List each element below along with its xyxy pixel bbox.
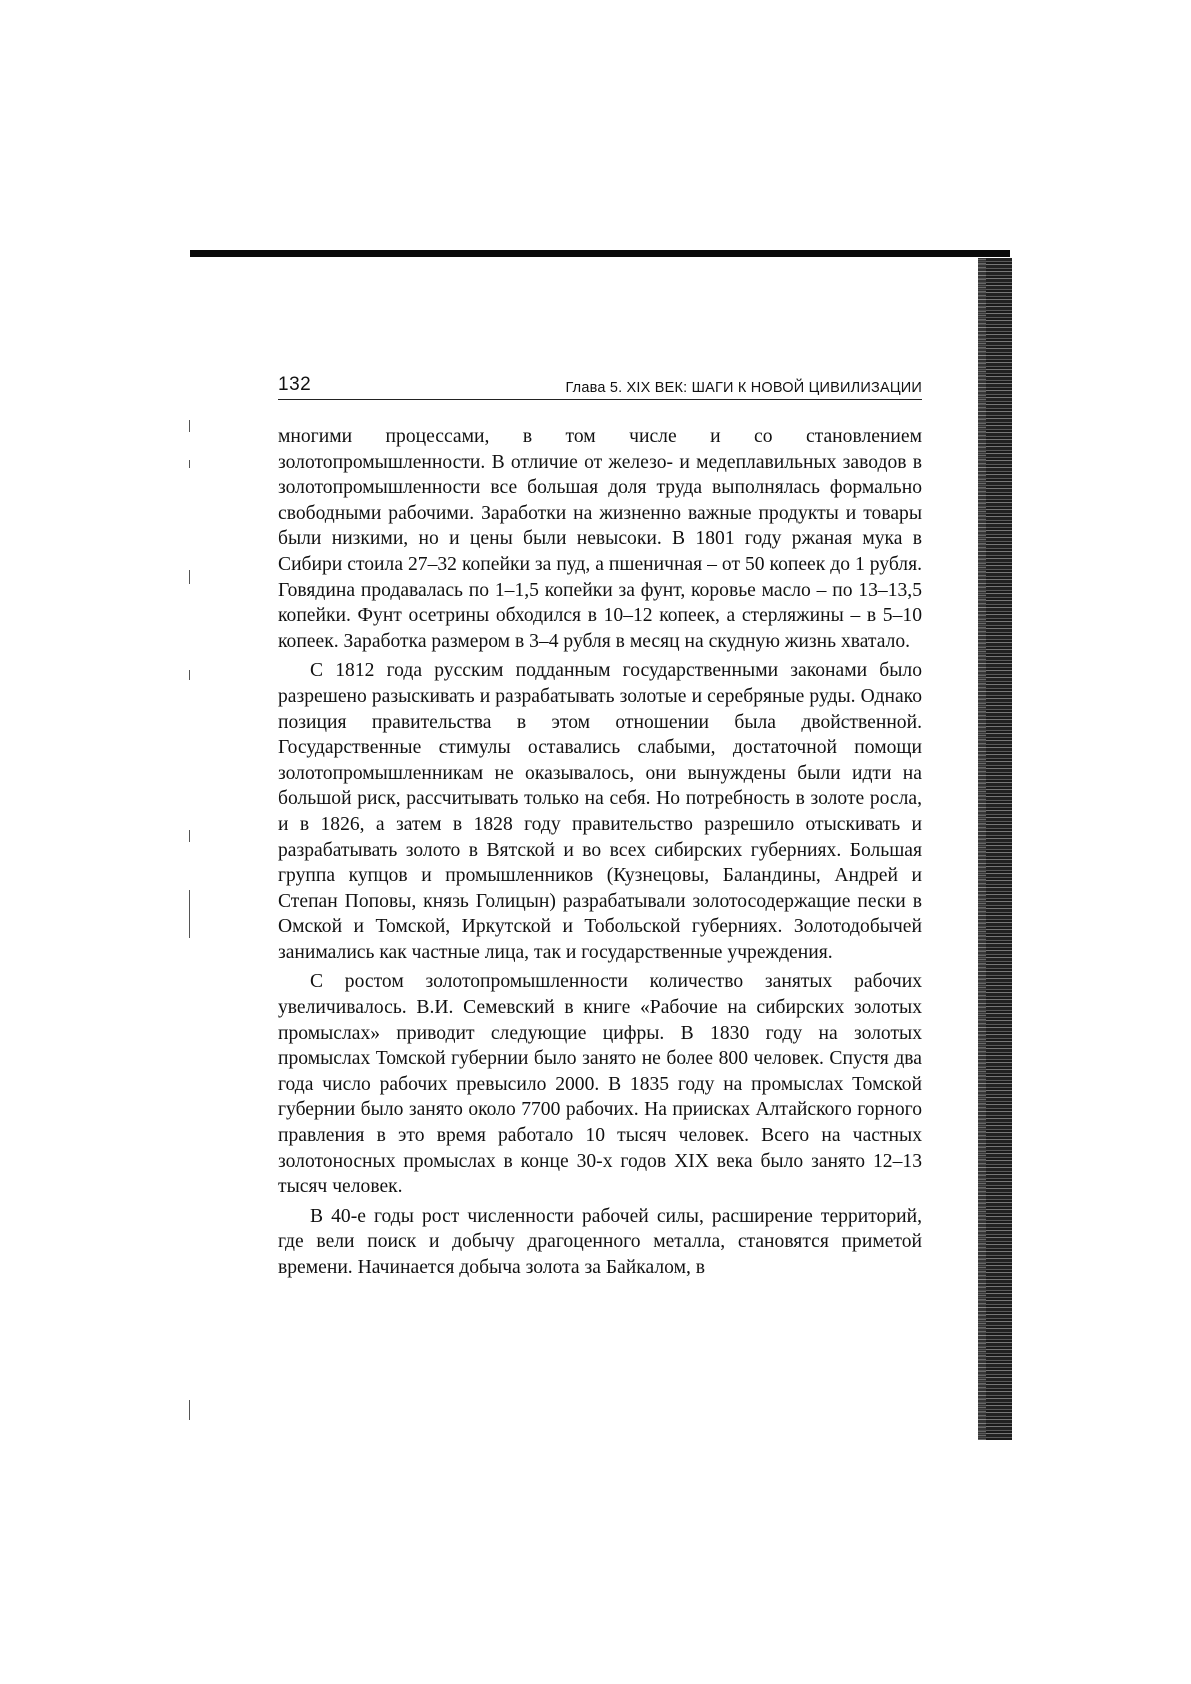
margin-mark: [189, 670, 190, 680]
paragraph-1: многими процессами, в том числе и со становлением золотопромышленности. В отличие от железо- и медеплавильных заводов в золотопромышленности все большая доля труда выполнялась формально свободными рабочими. Заработки на жизненно важные продукты и товары были низкими, но и цены были невысоки. В 1801 году ржаная мука в Сибири стоила 27–32 копейки за пуд, а пшеничная – от 50 копеек до 1 рубля. Говядина продавалась по 1–1,5 копейки за фунт, коровье масло – по 13–13,5 копейки. Фунт осетрины обходился в 10–12 копеек, а стерляжины – в 5–10 копеек. Заработка размером в 3–4 рубля в месяц на скудную жизнь хватало.: [278, 426, 922, 652]
margin-mark: [189, 460, 190, 468]
margin-mark: [189, 890, 190, 938]
paragraph-4: В 40-е годы рост численности рабочей силы, расширение территорий, где вели поиск и добычу драгоценного металла, становятся приметой времени. Начинается добыча золота за Байкалом, в: [278, 1205, 922, 1278]
body-text: [278, 424, 922, 1281]
page-header: [278, 370, 922, 400]
page-number: 132: [278, 374, 312, 395]
header-rule: [278, 399, 922, 401]
scan-margin-marks: [189, 420, 192, 1420]
scan-page-edge-shadow: [978, 258, 1012, 1440]
running-head: Глава 5. XIX ВЕК: ШАГИ К НОВОЙ ЦИВИЛИЗАЦИИ: [565, 380, 922, 396]
scan-top-border: [190, 250, 1010, 257]
paragraph-2: С 1812 года русским подданным государственными законами было разрешено разыскивать и разрабатывать золотые и серебряные руды. Однако позиция правительства в этом отношении была двойственной. Государственные стимулы оставались слабыми, достаточной помощи золотопромышленникам не оказывалось, они вынуждены были идти на большой риск, рассчитывать только на себя. Но потребность в золоте росла, и в 1826, а затем в 1828 году правительство разрешило отыскивать и разрабатывать золото в Вятской и во всех сибирских губерниях. Большая группа купцов и промышленников (Кузнецовы, Баландины, Андрей и Степан Поповы, князь Голицын) разрабатывали золотосодержащие пески в Омской и Томской, Иркутской и Тобольской губерниях. Золотодобычей занимались как частные лица, так и государственные учреждения.: [278, 660, 922, 963]
margin-mark: [189, 830, 190, 842]
margin-mark: [189, 1400, 190, 1420]
paragraph-3: С ростом золотопромышленности количество занятых рабочих увеличивалось. В.И. Семевский в книге «Рабочие на сибирских золотых промыслах» приводит следующие цифры. В 1830 году на золотых промыслах Томской губернии было занято не более 800 человек. Спустя два года число рабочих превысило 2000. В 1835 году на промыслах Томской губернии было занято около 7700 рабочих. На приисках Алтайского горного правления в это время работало 10 тысяч человек. Всего на частных золотоносных промыслах в конце 30-х годов XIX века было занято 12–13 тысяч человек.: [278, 971, 922, 1198]
margin-mark: [189, 420, 190, 432]
margin-mark: [189, 570, 190, 584]
